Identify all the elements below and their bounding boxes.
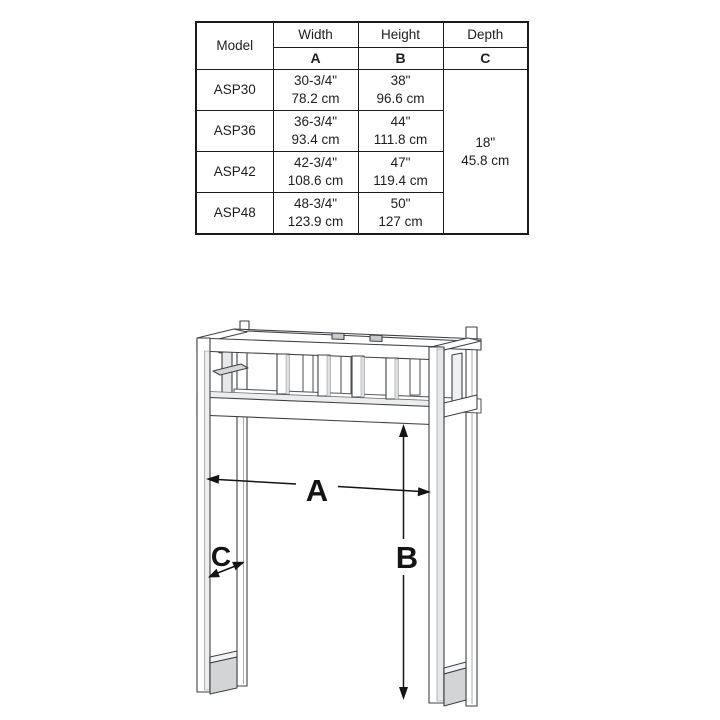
model-cell: ASP36: [196, 111, 273, 152]
height-inches: 44": [390, 114, 411, 130]
height-cm: 127 cm: [378, 214, 423, 229]
dimension-line-a: [209, 479, 296, 484]
height-cm: 111.8 cm: [373, 132, 428, 147]
back-slat-top: [332, 333, 344, 340]
height-inches: 47": [390, 155, 411, 171]
label-width-a: A: [305, 473, 329, 508]
label-depth-c: C: [210, 541, 232, 572]
depth-inches: 18": [475, 134, 496, 150]
width-inches: 36-3/4": [293, 114, 338, 130]
model-cell: ASP30: [196, 70, 273, 111]
front-left-post: [197, 338, 210, 692]
front-right-post: [429, 347, 444, 703]
right-leg-panel: [444, 662, 466, 706]
header-width: Width: [273, 22, 358, 48]
back-slat-top: [370, 335, 382, 342]
label-height-b: B: [395, 540, 419, 575]
back-right-post: [466, 327, 477, 706]
left-leg-panel: [210, 651, 237, 694]
height-cm: 96.6 cm: [376, 91, 425, 106]
header-letter-b: B: [358, 48, 443, 70]
header-depth: Depth: [443, 22, 528, 48]
header-model: Model: [196, 22, 273, 70]
height-cm: 119.4 cm: [373, 173, 428, 188]
depth-cm: 45.8 cm: [461, 152, 510, 168]
width-inches: 42-3/4": [293, 155, 338, 171]
back-left-post: [237, 331, 247, 686]
header-letter-a: A: [273, 48, 358, 70]
header-height: Height: [358, 22, 443, 48]
arrowhead-b-bottom: [399, 687, 408, 700]
width-inches: 48-3/4": [293, 196, 338, 212]
model-cell: ASP48: [196, 193, 273, 235]
height-inches: 38": [390, 73, 411, 89]
width-cm: 93.4 cm: [291, 132, 340, 147]
width-cm: 78.2 cm: [291, 91, 340, 106]
height-inches: 50": [390, 196, 411, 212]
dimension-line-a: [338, 487, 429, 493]
header-letter-c: C: [443, 48, 528, 70]
arrowhead-b-top: [399, 424, 408, 437]
width-cm: 123.9 cm: [287, 214, 344, 229]
right-side-slat: [452, 353, 462, 403]
width-cm: 108.6 cm: [287, 173, 344, 188]
model-cell: ASP42: [196, 152, 273, 193]
width-inches: 30-3/4": [293, 73, 338, 89]
